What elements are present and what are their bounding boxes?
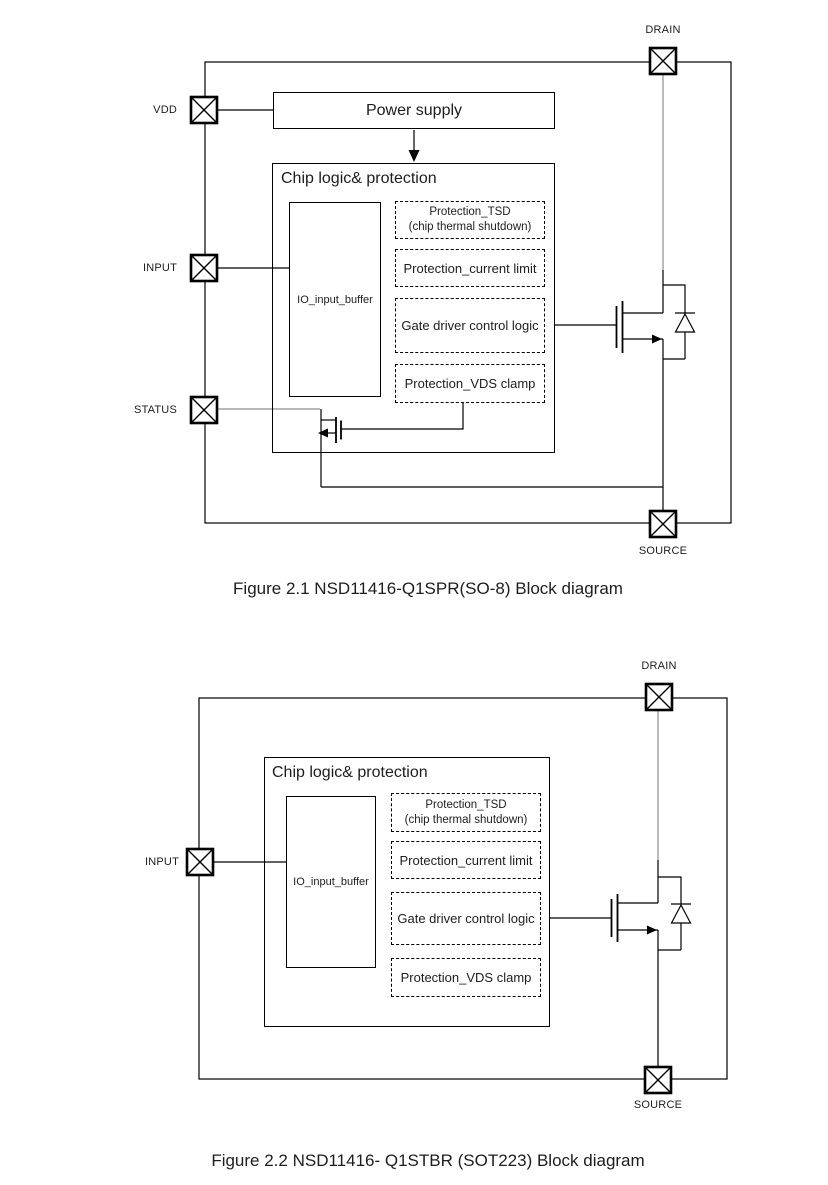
input-pin-label: INPUT (145, 856, 179, 868)
protection-tsd-line1: Protection_TSD (425, 798, 507, 811)
input-pin-icon (187, 849, 213, 875)
protection-vds-clamp-label: Protection_VDS clamp (400, 970, 532, 985)
status-pin-icon (191, 397, 217, 423)
drain-pin-label: DRAIN (641, 660, 677, 672)
io-input-buffer-label: IO_input_buffer (293, 876, 369, 888)
gate-driver-label: Gate driver control logic (401, 318, 539, 333)
gate-driver-label: Gate driver control logic (397, 911, 535, 926)
chip-logic-label: Chip logic& protection (281, 170, 437, 187)
protection-current-limit-block (395, 249, 545, 287)
power-supply-block (273, 92, 555, 129)
protection-tsd-label (409, 205, 532, 235)
protection-vds-clamp-block (395, 364, 545, 403)
io-input-buffer-block (289, 202, 381, 397)
source-pin-icon (650, 511, 676, 537)
protection-tsd-block (395, 201, 545, 239)
protection-current-limit-label: Protection_current limit (403, 260, 537, 276)
protection-tsd-label (405, 798, 528, 828)
protection-tsd-line2: (chip thermal shutdown) (404, 813, 528, 826)
protection-tsd-line1: Protection_TSD (429, 206, 511, 219)
io-input-buffer-block (286, 796, 376, 968)
protection-current-limit-block (391, 841, 541, 879)
gate-driver-block (391, 892, 541, 945)
source-pin-label: SOURCE (638, 545, 688, 557)
vdd-pin-icon (191, 97, 217, 123)
protection-vds-clamp-block (391, 958, 541, 997)
protection-vds-clamp-label: Protection_VDS clamp (404, 376, 536, 391)
protection-tsd-block (391, 793, 541, 832)
protection-tsd-line2: (chip thermal shutdown) (408, 221, 532, 233)
status-pin-label: STATUS (134, 404, 177, 416)
chip-logic-label: Chip logic& protection (272, 764, 428, 781)
drain-pin-icon (650, 48, 676, 74)
vdd-pin-label: VDD (153, 104, 177, 116)
power-mosfet-symbol (612, 894, 659, 942)
input-pin-label: INPUT (143, 262, 177, 274)
power-supply-label: Power supply (365, 101, 463, 119)
figure1-caption: Figure 2.1 NSD11416-Q1SPR(SO-8) Block diagram (233, 579, 623, 598)
body-diode-icon (663, 285, 695, 359)
gate-driver-block (395, 298, 545, 353)
source-arrow-icon (647, 926, 657, 935)
source-arrow-icon (652, 335, 662, 344)
figure2-caption: Figure 2.2 NSD11416- Q1STBR (SOT223) Block diagram (211, 1151, 645, 1170)
source-pin-icon (645, 1067, 671, 1093)
input-pin-icon (191, 255, 217, 281)
arrow-down-icon (409, 150, 420, 162)
io-input-buffer-label: IO_input_buffer (297, 293, 373, 306)
protection-current-limit-label: Protection_current limit (399, 852, 533, 868)
body-diode-icon (658, 877, 691, 950)
source-pin-label: SOURCE (633, 1099, 683, 1111)
drain-pin-icon (646, 684, 672, 710)
power-mosfet-symbol (617, 301, 664, 353)
drain-pin-label: DRAIN (645, 24, 681, 36)
